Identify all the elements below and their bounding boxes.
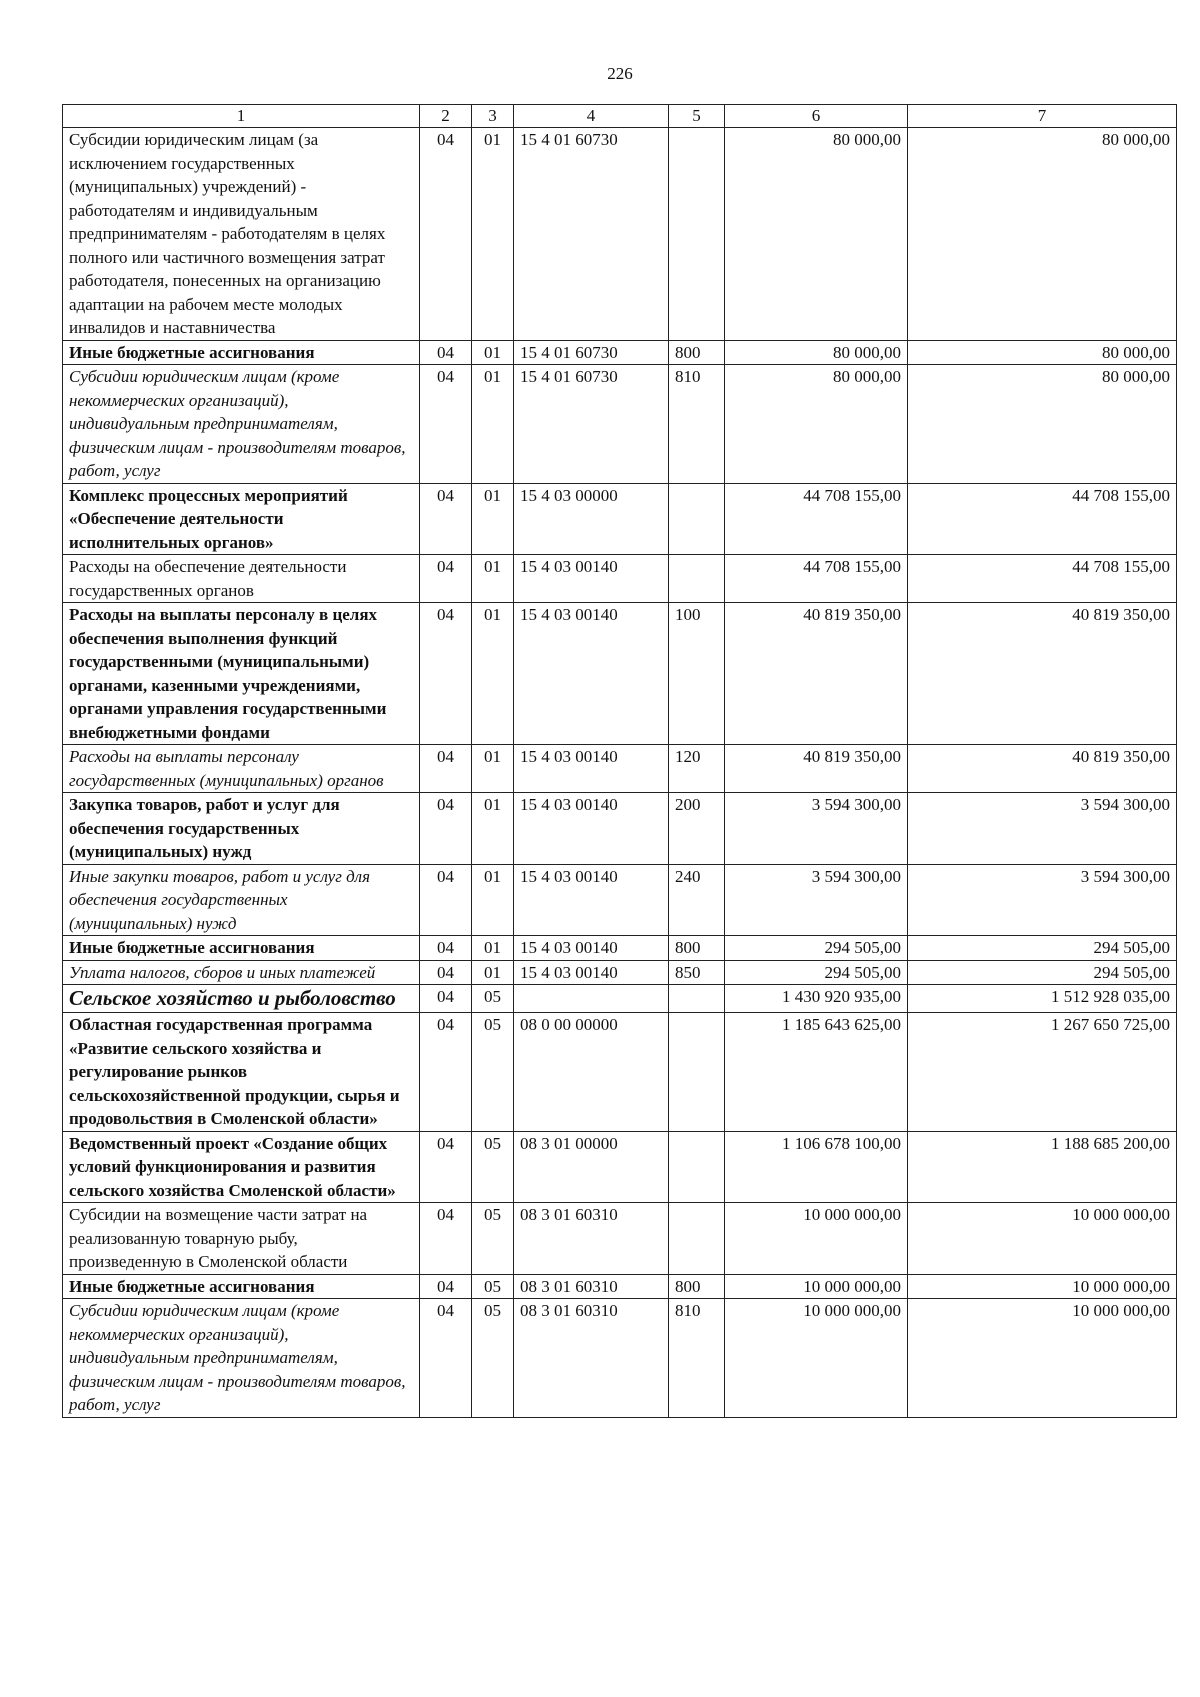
row-name-cell: Иные бюджетные ассигнования bbox=[63, 340, 420, 365]
column-header: 3 bbox=[472, 105, 514, 128]
expense-type-cell bbox=[669, 483, 725, 555]
row-name-cell: Сельское хозяйство и рыболовство bbox=[63, 985, 420, 1013]
amount-year2-cell: 44 708 155,00 bbox=[908, 483, 1177, 555]
subsection-code-cell: 01 bbox=[472, 793, 514, 865]
target-article-cell: 15 4 03 00140 bbox=[514, 603, 669, 745]
subsection-code-cell: 01 bbox=[472, 603, 514, 745]
table-row bbox=[63, 745, 1177, 793]
section-code-cell: 04 bbox=[420, 1013, 472, 1132]
row-name-cell: Расходы на выплаты персоналу в целях обеспечения выполнения функций государственными (муниципальными) органами, казенными учреждениями, органами управления государственными внебюджетными фондами bbox=[63, 603, 420, 745]
row-name-cell: Иные бюджетные ассигнования bbox=[63, 1274, 420, 1299]
target-article-cell: 15 4 03 00140 bbox=[514, 555, 669, 603]
table-row bbox=[63, 365, 1177, 484]
table-row bbox=[63, 1299, 1177, 1418]
amount-year1-cell: 294 505,00 bbox=[725, 936, 908, 961]
table-row bbox=[63, 483, 1177, 555]
expense-type-cell: 810 bbox=[669, 1299, 725, 1418]
table-row bbox=[63, 1274, 1177, 1299]
column-header: 6 bbox=[725, 105, 908, 128]
row-name-cell: Иные бюджетные ассигнования bbox=[63, 936, 420, 961]
target-article-cell: 08 0 00 00000 bbox=[514, 1013, 669, 1132]
row-name-cell: Областная государственная программа «Развитие сельского хозяйства и регулирование рынков сельскохозяйственной продукции, сырья и продовольствия в Смоленской области» bbox=[63, 1013, 420, 1132]
row-name-cell: Расходы на выплаты персоналу государственных (муниципальных) органов bbox=[63, 745, 420, 793]
amount-year2-cell: 1 267 650 725,00 bbox=[908, 1013, 1177, 1132]
table-row bbox=[63, 128, 1177, 341]
amount-year2-cell: 80 000,00 bbox=[908, 365, 1177, 484]
column-header: 5 bbox=[669, 105, 725, 128]
amount-year1-cell: 3 594 300,00 bbox=[725, 793, 908, 865]
amount-year1-cell: 10 000 000,00 bbox=[725, 1203, 908, 1275]
subsection-code-cell: 01 bbox=[472, 960, 514, 985]
section-code-cell: 04 bbox=[420, 1203, 472, 1275]
expense-type-cell: 810 bbox=[669, 365, 725, 484]
column-header: 1 bbox=[63, 105, 420, 128]
budget-table bbox=[62, 104, 1177, 1418]
amount-year1-cell: 44 708 155,00 bbox=[725, 483, 908, 555]
table-row bbox=[63, 936, 1177, 961]
target-article-cell: 08 3 01 60310 bbox=[514, 1274, 669, 1299]
target-article-cell bbox=[514, 985, 669, 1013]
target-article-cell: 08 3 01 60310 bbox=[514, 1203, 669, 1275]
target-article-cell: 15 4 01 60730 bbox=[514, 340, 669, 365]
target-article-cell: 15 4 03 00140 bbox=[514, 864, 669, 936]
amount-year2-cell: 3 594 300,00 bbox=[908, 864, 1177, 936]
expense-type-cell: 850 bbox=[669, 960, 725, 985]
subsection-code-cell: 05 bbox=[472, 1274, 514, 1299]
amount-year2-cell: 40 819 350,00 bbox=[908, 603, 1177, 745]
table-body bbox=[63, 105, 1177, 1418]
amount-year2-cell: 40 819 350,00 bbox=[908, 745, 1177, 793]
subsection-code-cell: 01 bbox=[472, 340, 514, 365]
expense-type-cell bbox=[669, 1131, 725, 1203]
row-name-cell: Ведомственный проект «Создание общих условий функционирования и развития сельского хозяйства Смоленской области» bbox=[63, 1131, 420, 1203]
amount-year1-cell: 1 106 678 100,00 bbox=[725, 1131, 908, 1203]
amount-year2-cell: 10 000 000,00 bbox=[908, 1203, 1177, 1275]
expense-type-cell bbox=[669, 1203, 725, 1275]
amount-year2-cell: 44 708 155,00 bbox=[908, 555, 1177, 603]
row-name-cell: Закупка товаров, работ и услуг для обеспечения государственных (муниципальных) нужд bbox=[63, 793, 420, 865]
target-article-cell: 15 4 01 60730 bbox=[514, 365, 669, 484]
subsection-code-cell: 01 bbox=[472, 864, 514, 936]
amount-year2-cell: 294 505,00 bbox=[908, 936, 1177, 961]
subsection-code-cell: 01 bbox=[472, 936, 514, 961]
row-name-cell: Субсидии юридическим лицам (кроме некоммерческих организаций), индивидуальным предпринимателям, физическим лицам - производителям товаров, работ, услуг bbox=[63, 365, 420, 484]
amount-year2-cell: 10 000 000,00 bbox=[908, 1299, 1177, 1418]
column-number-header bbox=[63, 105, 1177, 128]
amount-year1-cell: 80 000,00 bbox=[725, 340, 908, 365]
section-code-cell: 04 bbox=[420, 864, 472, 936]
expense-type-cell: 800 bbox=[669, 340, 725, 365]
table-row bbox=[63, 1203, 1177, 1275]
target-article-cell: 08 3 01 00000 bbox=[514, 1131, 669, 1203]
amount-year2-cell: 1 188 685 200,00 bbox=[908, 1131, 1177, 1203]
amount-year1-cell: 40 819 350,00 bbox=[725, 603, 908, 745]
expense-type-cell: 800 bbox=[669, 1274, 725, 1299]
subsection-code-cell: 05 bbox=[472, 1131, 514, 1203]
expense-type-cell: 120 bbox=[669, 745, 725, 793]
section-code-cell: 04 bbox=[420, 745, 472, 793]
section-code-cell: 04 bbox=[420, 128, 472, 341]
target-article-cell: 15 4 03 00140 bbox=[514, 745, 669, 793]
amount-year2-cell: 1 512 928 035,00 bbox=[908, 985, 1177, 1013]
section-code-cell: 04 bbox=[420, 340, 472, 365]
column-header: 4 bbox=[514, 105, 669, 128]
section-code-cell: 04 bbox=[420, 483, 472, 555]
target-article-cell: 15 4 03 00000 bbox=[514, 483, 669, 555]
expense-type-cell bbox=[669, 555, 725, 603]
target-article-cell: 15 4 01 60730 bbox=[514, 128, 669, 341]
amount-year1-cell: 40 819 350,00 bbox=[725, 745, 908, 793]
table-row bbox=[63, 864, 1177, 936]
section-code-cell: 04 bbox=[420, 960, 472, 985]
amount-year1-cell: 1 185 643 625,00 bbox=[725, 1013, 908, 1132]
table-row bbox=[63, 793, 1177, 865]
section-code-cell: 04 bbox=[420, 1131, 472, 1203]
expense-type-cell: 240 bbox=[669, 864, 725, 936]
subsection-code-cell: 01 bbox=[472, 555, 514, 603]
expense-type-cell: 100 bbox=[669, 603, 725, 745]
section-code-cell: 04 bbox=[420, 936, 472, 961]
amount-year1-cell: 80 000,00 bbox=[725, 128, 908, 341]
table-row bbox=[63, 1013, 1177, 1132]
amount-year1-cell: 10 000 000,00 bbox=[725, 1274, 908, 1299]
subsection-code-cell: 01 bbox=[472, 745, 514, 793]
row-name-cell: Субсидии юридическим лицам (за исключением государственных (муниципальных) учреждений) - работодателям и индивидуальным предпринимателям - работодателям в целях полного или частичного возмещения затрат работодателя, понесенных на организацию адаптации на рабочем месте молодых инвалидов и наставничества bbox=[63, 128, 420, 341]
amount-year2-cell: 80 000,00 bbox=[908, 128, 1177, 341]
table-row bbox=[63, 555, 1177, 603]
section-code-cell: 04 bbox=[420, 1274, 472, 1299]
target-article-cell: 15 4 03 00140 bbox=[514, 936, 669, 961]
subsection-code-cell: 05 bbox=[472, 1299, 514, 1418]
amount-year2-cell: 10 000 000,00 bbox=[908, 1274, 1177, 1299]
row-name-cell: Субсидии на возмещение части затрат на реализованную товарную рыбу, произведенную в Смоленской области bbox=[63, 1203, 420, 1275]
section-code-cell: 04 bbox=[420, 555, 472, 603]
section-code-cell: 04 bbox=[420, 1299, 472, 1418]
section-code-cell: 04 bbox=[420, 365, 472, 484]
section-code-cell: 04 bbox=[420, 793, 472, 865]
table-row bbox=[63, 985, 1177, 1013]
column-header: 2 bbox=[420, 105, 472, 128]
row-name-cell: Субсидии юридическим лицам (кроме некоммерческих организаций), индивидуальным предпринимателям, физическим лицам - производителям товаров, работ, услуг bbox=[63, 1299, 420, 1418]
table-row bbox=[63, 603, 1177, 745]
row-name-cell: Расходы на обеспечение деятельности государственных органов bbox=[63, 555, 420, 603]
expense-type-cell: 800 bbox=[669, 936, 725, 961]
page-number: 226 bbox=[607, 64, 633, 83]
amount-year2-cell: 3 594 300,00 bbox=[908, 793, 1177, 865]
expense-type-cell bbox=[669, 1013, 725, 1132]
amount-year1-cell: 3 594 300,00 bbox=[725, 864, 908, 936]
amount-year1-cell: 294 505,00 bbox=[725, 960, 908, 985]
amount-year1-cell: 10 000 000,00 bbox=[725, 1299, 908, 1418]
expense-type-cell: 200 bbox=[669, 793, 725, 865]
subsection-code-cell: 05 bbox=[472, 1013, 514, 1132]
amount-year2-cell: 294 505,00 bbox=[908, 960, 1177, 985]
amount-year2-cell: 80 000,00 bbox=[908, 340, 1177, 365]
row-name-cell: Комплекс процессных мероприятий «Обеспечение деятельности исполнительных органов» bbox=[63, 483, 420, 555]
amount-year1-cell: 1 430 920 935,00 bbox=[725, 985, 908, 1013]
amount-year1-cell: 44 708 155,00 bbox=[725, 555, 908, 603]
subsection-code-cell: 05 bbox=[472, 1203, 514, 1275]
target-article-cell: 15 4 03 00140 bbox=[514, 793, 669, 865]
section-code-cell: 04 bbox=[420, 603, 472, 745]
table-row bbox=[63, 960, 1177, 985]
column-header: 7 bbox=[908, 105, 1177, 128]
subsection-code-cell: 01 bbox=[472, 483, 514, 555]
row-name-cell: Иные закупки товаров, работ и услуг для обеспечения государственных (муниципальных) нужд bbox=[63, 864, 420, 936]
table-row bbox=[63, 340, 1177, 365]
amount-year1-cell: 80 000,00 bbox=[725, 365, 908, 484]
subsection-code-cell: 01 bbox=[472, 128, 514, 341]
subsection-code-cell: 05 bbox=[472, 985, 514, 1013]
expense-type-cell bbox=[669, 128, 725, 341]
target-article-cell: 15 4 03 00140 bbox=[514, 960, 669, 985]
expense-type-cell bbox=[669, 985, 725, 1013]
target-article-cell: 08 3 01 60310 bbox=[514, 1299, 669, 1418]
section-code-cell: 04 bbox=[420, 985, 472, 1013]
subsection-code-cell: 01 bbox=[472, 365, 514, 484]
row-name-cell: Уплата налогов, сборов и иных платежей bbox=[63, 960, 420, 985]
table-row bbox=[63, 1131, 1177, 1203]
